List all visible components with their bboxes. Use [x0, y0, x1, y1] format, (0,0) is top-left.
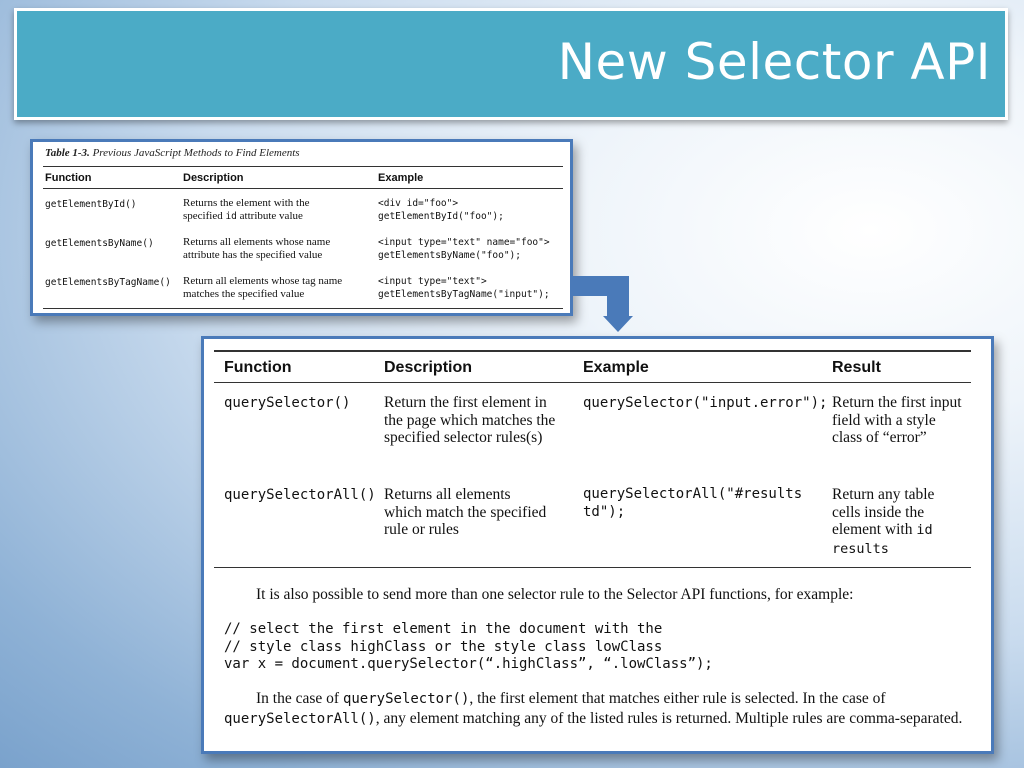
row-function: querySelectorAll(): [224, 487, 376, 503]
header-function: Function: [224, 359, 292, 376]
slide-title: New Selector API: [557, 33, 991, 91]
row-result: Return the first input field with a style class of “error”: [832, 394, 962, 446]
previous-methods-table: [30, 139, 573, 316]
paragraph-explanation: [224, 689, 974, 729]
old-header-function: Function: [45, 172, 92, 184]
old-row-example: <div id="foo"> getElementById("foo");: [378, 198, 504, 222]
table-caption-text: Previous JavaScript Methods to Find Elements: [92, 147, 300, 159]
paragraph-intro: It is also possible to send more than one selector rule to the Selector API functions, for example:: [256, 586, 854, 603]
header-description: Description: [384, 359, 473, 376]
old-row-description: [183, 275, 368, 301]
title-bar: [14, 8, 1008, 120]
table-rule: [43, 308, 563, 309]
old-row-description-line: matches the specified value: [183, 288, 305, 300]
row-example: querySelector("input.error");: [583, 395, 828, 411]
old-row-description: [183, 197, 368, 223]
old-row-example: <input type="text"> getElementsByTagName("input");: [378, 276, 550, 300]
selector-api-table: [201, 336, 994, 754]
table-rule: [214, 350, 971, 352]
old-row-description: [183, 236, 368, 262]
table-caption-number: Table 1-3.: [45, 147, 90, 159]
row-function: querySelector(): [224, 395, 351, 411]
old-row-example: <input type="text" name="foo"> getElementsByName("foo");: [378, 237, 550, 261]
old-row-description-line: Returns all elements whose name: [183, 236, 331, 248]
row-description: Returns all elements which match the specified rule or rules: [384, 486, 547, 538]
table-caption: [45, 147, 300, 159]
row-description: Return the first element in the page which matches the specified selector rules(s): [384, 394, 556, 446]
table-rule: [214, 567, 971, 568]
header-example: Example: [583, 359, 649, 376]
old-row-function: getElementsByTagName(): [45, 277, 171, 288]
table-rule: [43, 166, 563, 167]
old-row-description-line: attribute value: [236, 210, 303, 222]
row-example: querySelectorAll("#results td");: [583, 486, 803, 520]
inline-code: querySelectorAll(): [224, 711, 376, 727]
row-result-code: id: [916, 522, 933, 538]
old-row-description-line: Returns the element with the: [183, 197, 310, 209]
table-rule: [214, 382, 971, 383]
old-row-function: getElementsByName(): [45, 238, 154, 249]
table-rule: [43, 188, 563, 189]
paragraph-text: , the first element that matches either rule is selected. In the case of: [469, 690, 886, 707]
row-result-code: results: [832, 540, 889, 557]
paragraph-text: , any element matching any of the listed rules is returned. Multiple rules are comma-separated.: [375, 710, 963, 727]
old-row-description-code: id: [225, 211, 237, 222]
old-header-example: Example: [378, 172, 424, 184]
old-row-description-line: Return all elements whose tag name: [183, 275, 343, 287]
header-result: Result: [832, 359, 881, 376]
old-row-description-line: specified: [183, 210, 226, 222]
inline-code: querySelector(): [342, 691, 470, 707]
code-example: // select the first element in the document with the // style class highClass or the style class lowClass var x = document.querySelector(“.highClass”, “.lowClass”);: [224, 621, 713, 672]
row-result: [832, 486, 962, 558]
old-header-description: Description: [183, 172, 244, 184]
old-row-description-line: attribute has the specified value: [183, 249, 323, 261]
old-row-function: getElementById(): [45, 199, 137, 210]
row-result-text: Return any table cells inside the element with: [832, 486, 935, 538]
paragraph-text: In the case of: [256, 690, 343, 707]
